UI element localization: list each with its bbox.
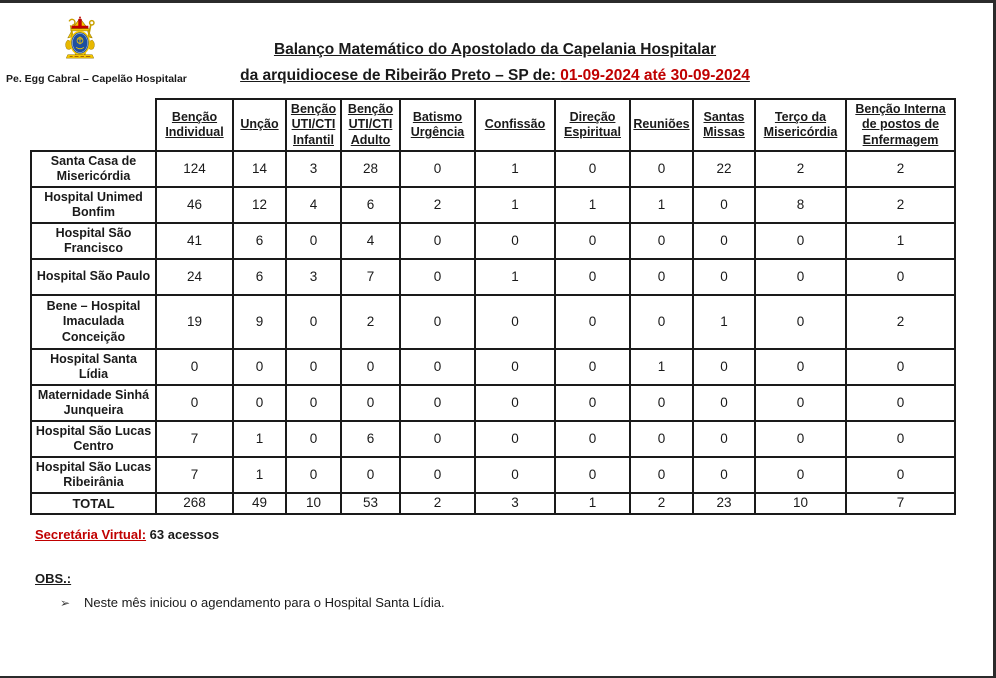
table-corner-blank — [31, 99, 156, 151]
table-row — [31, 259, 955, 295]
value-cell: 0 — [555, 151, 630, 187]
value-cell: 7 — [156, 421, 233, 457]
value-cell: 0 — [693, 457, 755, 493]
value-cell: 0 — [630, 259, 693, 295]
value-cell: 0 — [693, 187, 755, 223]
value-cell: 0 — [286, 295, 341, 349]
title-date-range: 01-09-2024 até 30-09-2024 — [560, 67, 750, 84]
column-header: Santas Missas — [693, 99, 755, 151]
table-row — [31, 421, 955, 457]
row-label: Hospital São Lucas Centro — [31, 421, 156, 457]
value-cell: 2 — [846, 151, 955, 187]
column-header: Batismo Urgência — [400, 99, 475, 151]
column-header: Benção Individual — [156, 99, 233, 151]
value-cell: 0 — [475, 223, 555, 259]
column-header: Direção Espiritual — [555, 99, 630, 151]
row-label: Hospital Santa Lídia — [31, 349, 156, 385]
value-cell: 0 — [400, 223, 475, 259]
row-label: Santa Casa de Misericórdia — [31, 151, 156, 187]
value-cell: 1 — [693, 295, 755, 349]
value-cell: 0 — [846, 385, 955, 421]
value-cell: 2 — [341, 295, 400, 349]
row-label: TOTAL — [31, 493, 156, 514]
column-header: Terço da Misericórdia — [755, 99, 846, 151]
secretaria-virtual-value: 63 acessos — [149, 527, 220, 542]
value-cell: 1 — [475, 187, 555, 223]
value-cell: 0 — [755, 421, 846, 457]
column-header: Benção UTI/CTI Infantil — [286, 99, 341, 151]
value-cell: 9 — [233, 295, 286, 349]
value-cell: 0 — [755, 385, 846, 421]
table-row — [31, 349, 955, 385]
value-cell: 0 — [630, 421, 693, 457]
diocese-coat-of-arms-logo — [53, 8, 107, 70]
arrow-bullet-icon: ➢ — [60, 596, 71, 610]
value-cell: 1 — [630, 187, 693, 223]
value-cell: 2 — [846, 187, 955, 223]
value-cell: 0 — [630, 457, 693, 493]
value-cell: 0 — [400, 457, 475, 493]
value-cell: 0 — [233, 385, 286, 421]
value-cell: 0 — [846, 349, 955, 385]
secretaria-virtual-label: Secretária Virtual: — [35, 527, 147, 542]
row-label: Hospital Unimed Bonfim — [31, 187, 156, 223]
value-cell: 0 — [693, 259, 755, 295]
value-cell: 0 — [475, 385, 555, 421]
value-cell: 10 — [755, 493, 846, 514]
column-header: Reuniões — [630, 99, 693, 151]
value-cell: 14 — [233, 151, 286, 187]
row-label: Maternidade Sinhá Junqueira — [31, 385, 156, 421]
value-cell: 1 — [233, 457, 286, 493]
value-cell: 0 — [555, 421, 630, 457]
value-cell: 0 — [475, 457, 555, 493]
value-cell: 0 — [156, 349, 233, 385]
value-cell: 0 — [156, 385, 233, 421]
value-cell: 8 — [755, 187, 846, 223]
coat-of-arms-icon — [53, 8, 107, 70]
value-cell: 10 — [286, 493, 341, 514]
table-row — [31, 385, 955, 421]
column-header: Benção UTI/CTI Adulto — [341, 99, 400, 151]
value-cell: 19 — [156, 295, 233, 349]
report-title-line1: Balanço Matemático do Apostolado da Capelania Hospitalar — [273, 41, 717, 58]
value-cell: 0 — [400, 385, 475, 421]
value-cell: 0 — [475, 295, 555, 349]
report-title-line2 — [185, 63, 805, 89]
title-line2-prefix: da arquidiocese de Ribeirão Preto – SP de: — [240, 67, 561, 84]
column-header: Benção Interna de postos de Enfermagem — [846, 99, 955, 151]
value-cell: 0 — [555, 385, 630, 421]
value-cell: 0 — [286, 457, 341, 493]
value-cell: 0 — [475, 421, 555, 457]
value-cell: 7 — [156, 457, 233, 493]
value-cell: 2 — [755, 151, 846, 187]
value-cell: 0 — [630, 151, 693, 187]
value-cell: 0 — [555, 295, 630, 349]
table-header — [31, 99, 955, 151]
value-cell: 268 — [156, 493, 233, 514]
value-cell: 0 — [286, 385, 341, 421]
obs-note-text: Neste mês iniciou o agendamento para o Hospital Santa Lídia. — [84, 595, 445, 610]
value-cell: 0 — [400, 421, 475, 457]
obs-label: OBS.: — [35, 571, 72, 586]
mitre-shape — [71, 16, 89, 30]
value-cell: 0 — [755, 259, 846, 295]
value-cell: 0 — [693, 421, 755, 457]
value-cell: 12 — [233, 187, 286, 223]
value-cell: 0 — [341, 385, 400, 421]
value-cell: 6 — [233, 259, 286, 295]
table-row — [31, 457, 955, 493]
value-cell: 28 — [341, 151, 400, 187]
report-table — [30, 98, 956, 515]
value-cell: 1 — [555, 187, 630, 223]
table-row — [31, 151, 955, 187]
value-cell: 2 — [630, 493, 693, 514]
value-cell: 46 — [156, 187, 233, 223]
value-cell: 2 — [400, 187, 475, 223]
value-cell: 6 — [341, 421, 400, 457]
value-cell: 0 — [630, 295, 693, 349]
value-cell: 2 — [846, 295, 955, 349]
header-row — [31, 99, 955, 151]
value-cell: 2 — [400, 493, 475, 514]
table-row — [31, 187, 955, 223]
value-cell: 0 — [286, 223, 341, 259]
column-header: Unção — [233, 99, 286, 151]
row-label: Hospital São Paulo — [31, 259, 156, 295]
value-cell: 1 — [475, 151, 555, 187]
value-cell: 0 — [630, 385, 693, 421]
column-header: Confissão — [475, 99, 555, 151]
value-cell: 1 — [630, 349, 693, 385]
row-label: Hospital São Francisco — [31, 223, 156, 259]
value-cell: 0 — [755, 223, 846, 259]
value-cell: 0 — [693, 385, 755, 421]
value-cell: 0 — [846, 259, 955, 295]
value-cell: 41 — [156, 223, 233, 259]
value-cell: 0 — [555, 223, 630, 259]
row-label: Bene – Hospital Imaculada Conceição — [31, 295, 156, 349]
obs-note-item — [60, 595, 445, 610]
value-cell: 0 — [755, 295, 846, 349]
value-cell: 24 — [156, 259, 233, 295]
value-cell: 124 — [156, 151, 233, 187]
value-cell: 0 — [555, 457, 630, 493]
table-body — [31, 151, 955, 514]
value-cell: 0 — [400, 151, 475, 187]
value-cell: 3 — [475, 493, 555, 514]
value-cell: 49 — [233, 493, 286, 514]
value-cell: 0 — [400, 259, 475, 295]
value-cell: 1 — [233, 421, 286, 457]
value-cell: 1 — [475, 259, 555, 295]
value-cell: 0 — [630, 223, 693, 259]
value-cell: 0 — [555, 349, 630, 385]
value-cell: 0 — [286, 349, 341, 385]
value-cell: 3 — [286, 259, 341, 295]
value-cell: 23 — [693, 493, 755, 514]
value-cell: 7 — [341, 259, 400, 295]
secretaria-virtual-line — [35, 527, 219, 542]
value-cell: 0 — [693, 349, 755, 385]
table-row — [31, 223, 955, 259]
value-cell: 0 — [341, 349, 400, 385]
value-cell: 0 — [846, 421, 955, 457]
value-cell: 22 — [693, 151, 755, 187]
shield-shape — [71, 32, 90, 55]
value-cell: 0 — [755, 349, 846, 385]
total-row — [31, 493, 955, 514]
table-row — [31, 295, 955, 349]
value-cell: 0 — [846, 457, 955, 493]
value-cell: 0 — [400, 349, 475, 385]
value-cell: 53 — [341, 493, 400, 514]
value-cell: 4 — [341, 223, 400, 259]
value-cell: 1 — [555, 493, 630, 514]
value-cell: 3 — [286, 151, 341, 187]
value-cell: 0 — [555, 259, 630, 295]
value-cell: 0 — [755, 457, 846, 493]
row-label: Hospital São Lucas Ribeirânia — [31, 457, 156, 493]
value-cell: 0 — [341, 457, 400, 493]
value-cell: 0 — [400, 295, 475, 349]
value-cell: 0 — [693, 223, 755, 259]
value-cell: 0 — [475, 349, 555, 385]
value-cell: 0 — [286, 421, 341, 457]
value-cell: 0 — [233, 349, 286, 385]
value-cell: 6 — [233, 223, 286, 259]
value-cell: 6 — [341, 187, 400, 223]
value-cell: 1 — [846, 223, 955, 259]
chaplain-caption: Pe. Egg Cabral – Capelão Hospitalar — [6, 73, 187, 85]
value-cell: 4 — [286, 187, 341, 223]
value-cell: 7 — [846, 493, 955, 514]
report-title-block — [185, 37, 805, 89]
